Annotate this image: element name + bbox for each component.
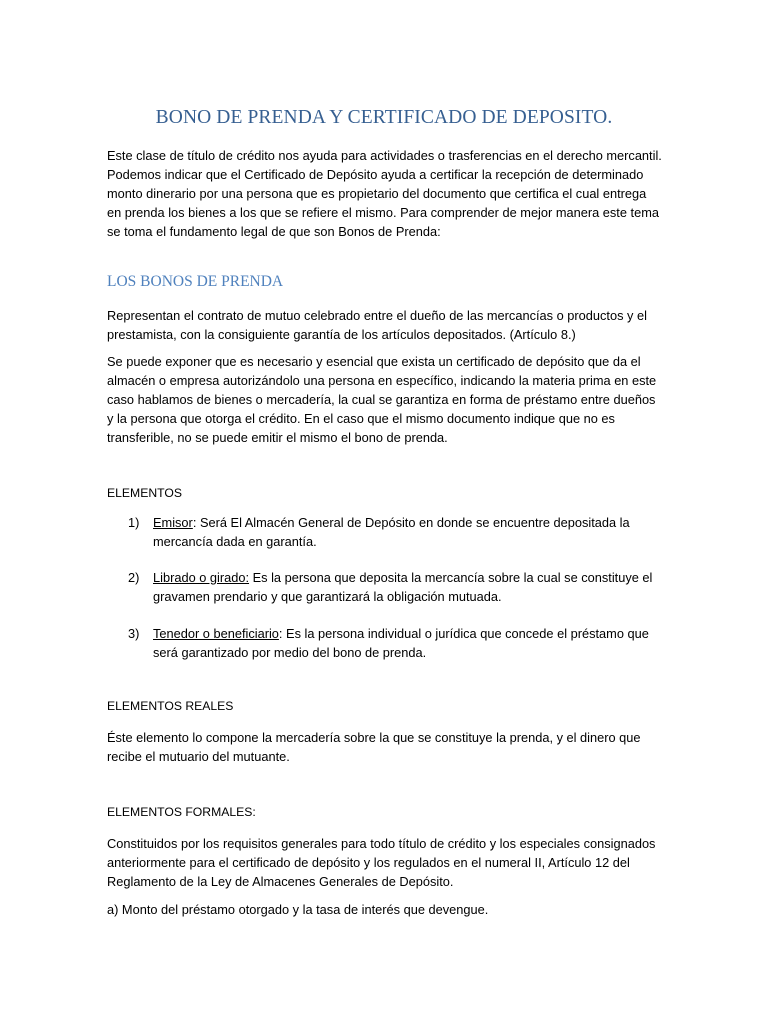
elementos-formales-item-a: a) Monto del préstamo otorgado y la tasa de interés que devengue. [107,902,489,917]
list-item-description: Es la persona que deposita la mercancía sobre la cual se constituye el gravamen prendario y que garantizará la obligación mutuada. [153,570,653,604]
elementos-list-item [128,624,668,662]
elementos-formales-paragraph: Constituidos por los requisitos generales para todo título de crédito y los especiales consignados anteriormente para el certificado de depósito y los regulados en el numeral II, Artículo 12 del Reglamento de la Ley de Almacenes Generales de Depósito. [107,836,656,889]
bonos-paragraph-2: Se puede exponer que es necesario y esencial que exista un certificado de depósito que da el almacén o empresa autorizándolo una persona en específico, indicando la materia prima en este caso hablamos de bienes o mercadería, la cual se garantiza en forma de préstamo entre dueños y la persona que otorga el crédito. En el caso que el mismo documento indique que no es transferible, no se puede emitir el mismo el bono de prenda. [107,354,657,445]
document-title: BONO DE PRENDA Y CERTIFICADO DE DEPOSITO. [155,107,613,128]
elementos-formales-heading: ELEMENTOS FORMALES: [107,805,256,819]
intro-paragraph: Este clase de título de crédito nos ayuda para actividades o trasferencias en el derecho mercantil. Podemos indicar que el Certificado de Depósito ayuda a certificar la recepción de determinado monto dinerario por una persona que es propietario del documento que certifica el cual entrega en prenda los bienes a los que se refiere el mismo. Para comprender de mejor manera este tema se toma el fundamento legal de que son Bonos de Prenda: [107,148,662,239]
list-item-text [153,568,668,606]
elementos-reales-paragraph: Éste elemento lo compone la mercadería sobre la que se constituye la prenda, y el dinero que recibe el mutuario del mutuante. [107,730,641,764]
list-number: 1) [128,515,140,530]
list-item-term: Librado o girado: [153,570,250,585]
list-item-term: Tenedor o beneficiario [153,626,279,641]
section-heading-bonos: LOS BONOS DE PRENDA [107,273,284,290]
list-number: 2) [128,570,140,585]
list-item-description: : Es la persona individual o jurídica que concede el préstamo que será garantizado por medio del bono de prenda. [153,626,649,660]
elementos-list-item [128,513,668,551]
list-item-text: Emisor: Será El Almacén General de Depósito en donde se encuentre depositada la mercancía dada en garantía. [153,515,630,549]
elementos-reales-heading: ELEMENTOS REALES [107,699,234,713]
list-item-term: Emisor [153,515,193,530]
bonos-paragraph-1: Representan el contrato de mutuo celebrado entre el dueño de las mercancías o productos y el prestamista, con la consiguiente garantía de los artículos depositados. (Artículo 8.) [107,308,647,342]
list-item-description: Será El Almacén General de Depósito en donde se encuentre depositada la mercancía dada en garantía. [153,515,630,549]
elementos-heading: ELEMENTOS [107,486,182,500]
elementos-list-item [128,568,668,606]
list-number: 3) [128,626,140,641]
list-item-text [153,624,668,662]
